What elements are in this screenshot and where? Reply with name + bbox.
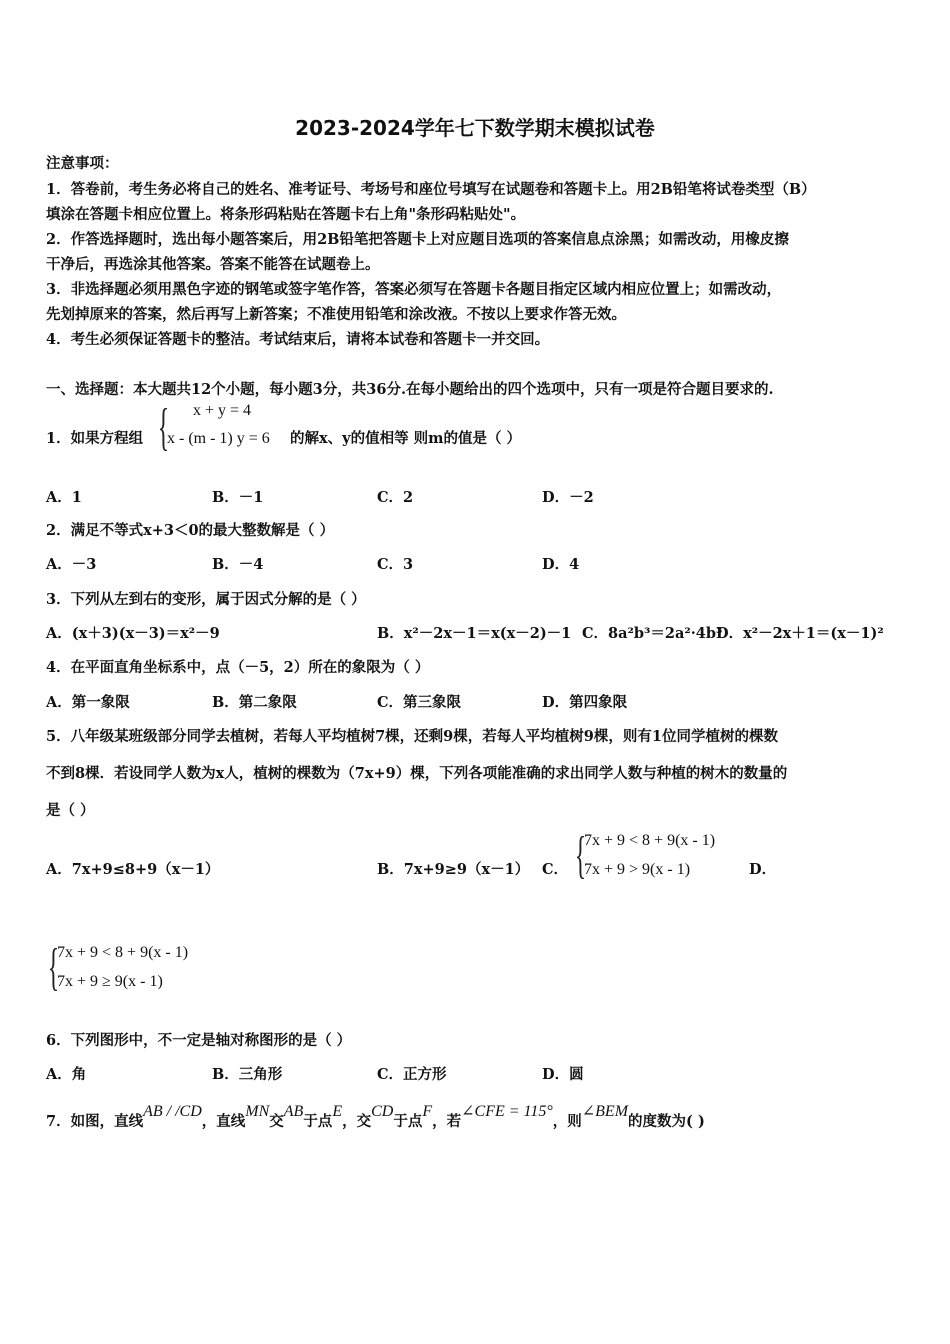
q5-option-d-label: D． bbox=[749, 861, 777, 878]
q7-text: ，交 bbox=[342, 1113, 372, 1130]
q7-math: E bbox=[332, 1103, 343, 1120]
q2-option-b: B．－4 bbox=[212, 556, 264, 573]
q1-eq2: x - (m - 1) y = 6 bbox=[167, 430, 270, 447]
q7-stem bbox=[46, 1103, 705, 1131]
q5-option-d-eq1: 7x + 9 < 8 + 9(x - 1) bbox=[57, 944, 189, 961]
q1-prefix: 1．如果方程组 bbox=[46, 430, 144, 447]
q4-option-b: B．第二象限 bbox=[212, 694, 297, 711]
q7-text: 于点 bbox=[303, 1113, 333, 1130]
q7-text: 交 bbox=[269, 1113, 284, 1130]
q5-option-d-eq2: 7x + 9 ≥ 9(x - 1) bbox=[57, 973, 163, 990]
q1-suffix: 的解x、y的值相等 则m的值是（ ） bbox=[290, 430, 522, 447]
q5-option-c-brace: { bbox=[574, 827, 587, 884]
q3-option-b: B．x²－2x－1＝x(x－2)－1 bbox=[377, 625, 572, 642]
q7-math: MN bbox=[245, 1103, 270, 1120]
notice-line: 填涂在答题卡相应位置上。将条形码粘贴在答题卡右上角"条形码粘贴处"。 bbox=[46, 206, 526, 223]
notice-line: 3．非选择题必须用黑色字迹的钢笔或签字笔作答，答案必须写在答题卡各题目指定区域内相应位置上；如需改动， bbox=[46, 281, 782, 298]
q7-text: ，则 bbox=[552, 1113, 582, 1130]
page-title: 2023-2024学年七下数学期末模拟试卷 bbox=[295, 116, 655, 140]
q5-option-c-eq1: 7x + 9 < 8 + 9(x - 1) bbox=[584, 832, 716, 849]
notice-line: 先划掉原来的答案，然后再写上新答案；不准使用铅笔和涂改液。不按以上要求作答无效。 bbox=[46, 306, 626, 323]
section-heading: 一、选择题：本大题共12个小题，每小题3分，共36分.在每小题给出的四个选项中，只有一项是符合题目要求的. bbox=[46, 381, 774, 398]
q5-line: 是（ ） bbox=[46, 802, 95, 819]
q1-option-c: C．2 bbox=[377, 489, 414, 506]
q3-stem: 3．下列从左到右的变形，属于因式分解的是（ ） bbox=[46, 591, 366, 608]
q4-stem: 4．在平面直角坐标系中，点（－5，2）所在的象限为（ ） bbox=[46, 659, 430, 676]
notice-line: 干净后，再选涂其他答案。答案不能答在试题卷上。 bbox=[46, 256, 380, 273]
q7-math: ∠CFE = 115° bbox=[461, 1103, 553, 1120]
q1-option-a: A．1 bbox=[46, 489, 82, 506]
q4-option-d: D．第四象限 bbox=[542, 694, 628, 711]
q7-text: 7．如图，直线 bbox=[46, 1113, 144, 1130]
q2-option-a: A．－3 bbox=[46, 556, 97, 573]
q2-option-d: D．4 bbox=[542, 556, 580, 573]
q4-option-c: C．第三象限 bbox=[377, 694, 462, 711]
q5-option-b: B．7x+9≥9（x－1） bbox=[377, 861, 530, 878]
q3-option-c: C．8a²b³＝2a²·4b³ bbox=[582, 625, 723, 642]
q5-option-c-label: C． bbox=[542, 861, 569, 878]
q5-line: 不到8棵．若设同学人数为x人，植树的棵数为（7x+9）棵，下列各项能准确的求出同学人数与种植的树木的数量的 bbox=[46, 765, 788, 782]
q6-option-c: C．正方形 bbox=[377, 1066, 447, 1083]
q7-math: AB bbox=[283, 1103, 304, 1120]
q7-math: AB / /CD bbox=[143, 1103, 202, 1120]
q7-text: ，直线 bbox=[201, 1113, 246, 1130]
q7-math: CD bbox=[371, 1103, 394, 1120]
notice-line: 1．答卷前，考生务必将自己的姓名、准考证号、考场号和座位号填写在试题卷和答题卡上。用2B铅笔将试卷类型（B） bbox=[46, 181, 816, 198]
q6-stem: 6．下列图形中，不一定是轴对称图形的是（ ） bbox=[46, 1032, 352, 1049]
q3-option-d: D．x²－2x＋1＝(x－1)² bbox=[716, 625, 884, 642]
q2-stem: 2．满足不等式x+3＜0的最大整数解是（ ） bbox=[46, 522, 335, 539]
q7-text: 的度数为( ) bbox=[628, 1113, 705, 1130]
q1-eq1: x + y = 4 bbox=[193, 402, 252, 419]
notice-heading: 注意事项： bbox=[46, 155, 119, 172]
q5-option-c-eq2: 7x + 9 > 9(x - 1) bbox=[584, 861, 691, 878]
q2-option-c: C．3 bbox=[377, 556, 414, 573]
q1-option-d: D．－2 bbox=[542, 489, 594, 506]
q1-option-b: B．－1 bbox=[212, 489, 264, 506]
q5-option-d-brace: { bbox=[47, 939, 60, 996]
q6-option-a: A．角 bbox=[46, 1066, 87, 1083]
q7-math: ∠BEM bbox=[581, 1103, 629, 1120]
q7-text: ，若 bbox=[432, 1113, 462, 1130]
notice-line: 2．作答选择题时，选出每小题答案后，用2B铅笔把答题卡上对应题目选项的答案信息点涂黑；如需改动，用橡皮擦 bbox=[46, 231, 789, 248]
q7-text: 于点 bbox=[393, 1113, 423, 1130]
q3-option-a: A．(x＋3)(x－3)＝x²－9 bbox=[46, 625, 220, 642]
q6-option-d: D．圆 bbox=[542, 1066, 584, 1083]
q4-option-a: A．第一象限 bbox=[46, 694, 130, 711]
q5-line: 5．八年级某班级部分同学去植树，若每人平均植树7棵，还剩9棵，若每人平均植树9棵，则有1位同学植树的棵数 bbox=[46, 728, 778, 745]
q5-option-a: A．7x+9≤8+9（x－1） bbox=[46, 861, 220, 878]
q6-option-b: B．三角形 bbox=[212, 1066, 283, 1083]
q7-math: F bbox=[422, 1103, 433, 1120]
notice-line: 4．考生必须保证答题卡的整洁。考试结束后，请将本试卷和答题卡一并交回。 bbox=[46, 331, 550, 348]
q1-brace: { bbox=[157, 399, 170, 456]
